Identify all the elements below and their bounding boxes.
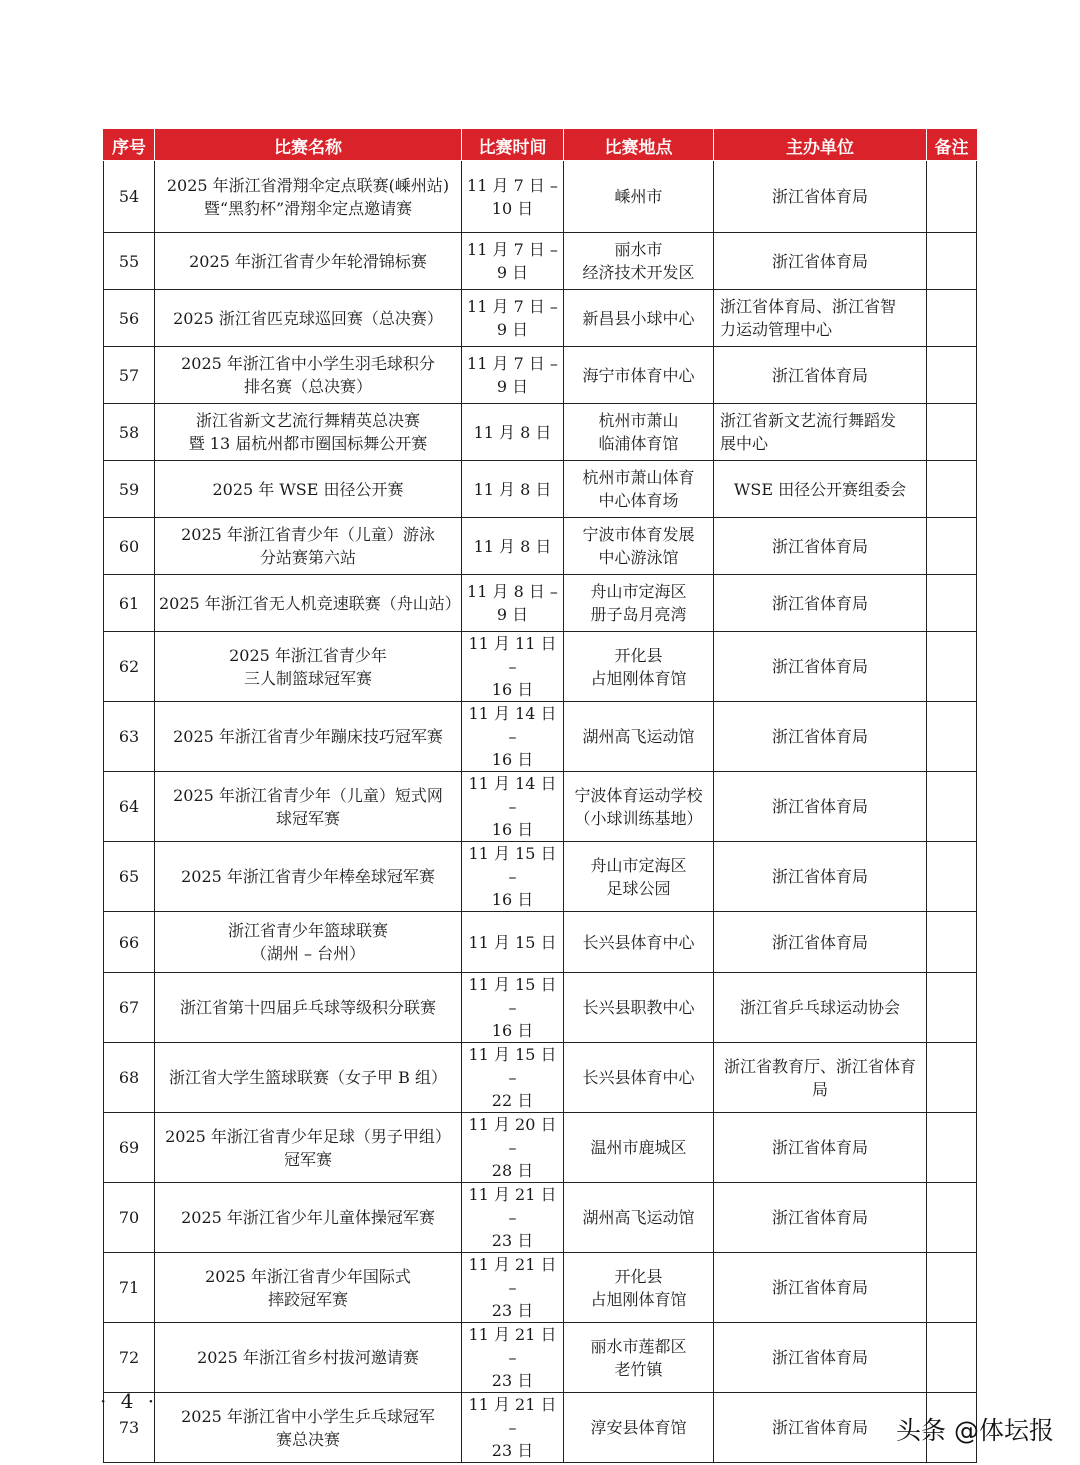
- cell-number: 69: [104, 1113, 155, 1183]
- cell-event-name: 2025 年浙江省中小学生羽毛球积分 排名赛（总决赛）: [155, 347, 462, 404]
- cell-event-place: 新昌县小球中心: [564, 290, 714, 347]
- cell-event-time: 11 月 7 日 – 9 日: [462, 233, 564, 290]
- cell-event-place: 宁波体育运动学校 （小球训练基地）: [564, 772, 714, 842]
- cell-event-name: 浙江省青少年篮球联赛 （湖州 – 台州）: [155, 912, 462, 973]
- table-row: [104, 233, 977, 290]
- cell-event-time: 11 月 21 日 – 23 日: [462, 1393, 564, 1463]
- cell-event-time: 11 月 20 日 – 28 日: [462, 1113, 564, 1183]
- cell-organizer: WSE 田径公开赛组委会: [714, 461, 927, 518]
- table-row: [104, 912, 977, 973]
- cell-organizer: 浙江省体育局: [714, 1323, 927, 1393]
- cell-event-time: 11 月 15 日 – 22 日: [462, 1043, 564, 1113]
- cell-event-time: 11 月 8 日: [462, 461, 564, 518]
- cell-remarks: [927, 290, 977, 347]
- cell-number: 63: [104, 702, 155, 772]
- header-event-name: 比赛名称: [155, 130, 462, 161]
- cell-event-name: 2025 年浙江省青少年蹦床技巧冠军赛: [155, 702, 462, 772]
- cell-number: 71: [104, 1253, 155, 1323]
- cell-number: 66: [104, 912, 155, 973]
- header-number: 序号: [104, 130, 155, 161]
- page-number: · 4 ·: [100, 1389, 159, 1413]
- cell-event-time: 11 月 8 日: [462, 518, 564, 575]
- cell-remarks: [927, 575, 977, 632]
- cell-event-time: 11 月 21 日 – 23 日: [462, 1183, 564, 1253]
- cell-remarks: [927, 1113, 977, 1183]
- cell-event-time: 11 月 14 日 – 16 日: [462, 772, 564, 842]
- table-row: [104, 575, 977, 632]
- cell-organizer: 浙江省教育厅、浙江省体育局: [714, 1043, 927, 1113]
- cell-organizer: 浙江省体育局: [714, 632, 927, 702]
- cell-organizer: 浙江省体育局: [714, 1183, 927, 1253]
- cell-organizer: 浙江省体育局: [714, 233, 927, 290]
- cell-event-name: 2025 年 WSE 田径公开赛: [155, 461, 462, 518]
- cell-remarks: [927, 1323, 977, 1393]
- table-row: [104, 461, 977, 518]
- cell-organizer: 浙江省新文艺流行舞蹈发 展中心: [714, 404, 927, 461]
- cell-event-place: 丽水市 经济技术开发区: [564, 233, 714, 290]
- cell-event-time: 11 月 8 日: [462, 404, 564, 461]
- cell-event-time: 11 月 21 日 – 23 日: [462, 1323, 564, 1393]
- cell-event-name: 2025 年浙江省青少年轮滑锦标赛: [155, 233, 462, 290]
- cell-event-place: 海宁市体育中心: [564, 347, 714, 404]
- header-remarks: 备注: [927, 130, 977, 161]
- cell-remarks: [927, 1253, 977, 1323]
- cell-number: 61: [104, 575, 155, 632]
- cell-event-place: 湖州高飞运动馆: [564, 1183, 714, 1253]
- cell-event-time: 11 月 8 日 – 9 日: [462, 575, 564, 632]
- cell-number: 58: [104, 404, 155, 461]
- table-row: [104, 1253, 977, 1323]
- cell-number: 73: [104, 1393, 155, 1463]
- table-row: [104, 842, 977, 912]
- cell-event-place: 长兴县职教中心: [564, 973, 714, 1043]
- cell-event-place: 长兴县体育中心: [564, 912, 714, 973]
- cell-event-name: 2025 年浙江省青少年（儿童）短式网 球冠军赛: [155, 772, 462, 842]
- cell-remarks: [927, 912, 977, 973]
- header-event-place: 比赛地点: [564, 130, 714, 161]
- cell-remarks: [927, 772, 977, 842]
- cell-event-time: 11 月 11 日 – 16 日: [462, 632, 564, 702]
- table-row: [104, 290, 977, 347]
- cell-number: 65: [104, 842, 155, 912]
- table-row: [104, 973, 977, 1043]
- cell-remarks: [927, 347, 977, 404]
- cell-event-time: 11 月 21 日 – 23 日: [462, 1253, 564, 1323]
- cell-event-place: 杭州市萧山 临浦体育馆: [564, 404, 714, 461]
- schedule-table: [103, 129, 977, 1463]
- cell-remarks: [927, 518, 977, 575]
- cell-organizer: 浙江省体育局: [714, 575, 927, 632]
- cell-event-place: 宁波市体育发展 中心游泳馆: [564, 518, 714, 575]
- cell-number: 67: [104, 973, 155, 1043]
- table-row: [104, 518, 977, 575]
- header-event-time: 比赛时间: [462, 130, 564, 161]
- table-row: [104, 161, 977, 233]
- cell-event-place: 舟山市定海区 册子岛月亮湾: [564, 575, 714, 632]
- cell-number: 68: [104, 1043, 155, 1113]
- cell-organizer: 浙江省体育局: [714, 912, 927, 973]
- cell-event-time: 11 月 7 日 – 10 日: [462, 161, 564, 233]
- cell-number: 55: [104, 233, 155, 290]
- table-row: [104, 1323, 977, 1393]
- cell-remarks: [927, 1183, 977, 1253]
- cell-remarks: [927, 404, 977, 461]
- cell-number: 54: [104, 161, 155, 233]
- table-row: [104, 632, 977, 702]
- cell-organizer: 浙江省体育局、浙江省智 力运动管理中心: [714, 290, 927, 347]
- cell-remarks: [927, 973, 977, 1043]
- cell-event-time: 11 月 15 日 – 16 日: [462, 973, 564, 1043]
- cell-remarks: [927, 842, 977, 912]
- cell-organizer: 浙江省体育局: [714, 347, 927, 404]
- cell-event-name: 2025 浙江省匹克球巡回赛（总决赛）: [155, 290, 462, 347]
- cell-organizer: 浙江省体育局: [714, 1253, 927, 1323]
- cell-event-place: 淳安县体育馆: [564, 1393, 714, 1463]
- cell-event-place: 开化县 占旭刚体育馆: [564, 632, 714, 702]
- cell-event-name: 2025 年浙江省青少年（儿童）游泳 分站赛第六站: [155, 518, 462, 575]
- table-row: [104, 772, 977, 842]
- cell-number: 59: [104, 461, 155, 518]
- table-row: [104, 404, 977, 461]
- table-row: [104, 1113, 977, 1183]
- cell-event-name: 2025 年浙江省青少年国际式 摔跤冠军赛: [155, 1253, 462, 1323]
- watermark: 头条 @体坛报: [896, 1416, 1054, 1445]
- cell-event-name: 浙江省第十四届乒乓球等级积分联赛: [155, 973, 462, 1043]
- cell-number: 72: [104, 1323, 155, 1393]
- cell-organizer: 浙江省体育局: [714, 702, 927, 772]
- cell-event-place: 丽水市莲都区 老竹镇: [564, 1323, 714, 1393]
- table-header-row: [104, 130, 977, 161]
- cell-number: 57: [104, 347, 155, 404]
- cell-number: 64: [104, 772, 155, 842]
- cell-organizer: 浙江省体育局: [714, 518, 927, 575]
- cell-event-place: 嵊州市: [564, 161, 714, 233]
- cell-event-name: 2025 年浙江省少年儿童体操冠军赛: [155, 1183, 462, 1253]
- cell-remarks: [927, 632, 977, 702]
- cell-organizer: 浙江省体育局: [714, 1113, 927, 1183]
- cell-event-place: 湖州高飞运动馆: [564, 702, 714, 772]
- cell-event-name: 2025 年浙江省乡村拔河邀请赛: [155, 1323, 462, 1393]
- cell-number: 60: [104, 518, 155, 575]
- cell-event-time: 11 月 7 日 – 9 日: [462, 290, 564, 347]
- cell-event-time: 11 月 15 日 – 16 日: [462, 842, 564, 912]
- cell-event-name: 2025 年浙江省滑翔伞定点联赛(嵊州站) 暨“黑豹杯”滑翔伞定点邀请赛: [155, 161, 462, 233]
- cell-event-name: 2025 年浙江省中小学生乒乓球冠军 赛总决赛: [155, 1393, 462, 1463]
- cell-organizer: 浙江省体育局: [714, 772, 927, 842]
- cell-event-name: 2025 年浙江省青少年 三人制篮球冠军赛: [155, 632, 462, 702]
- table-row: [104, 702, 977, 772]
- cell-event-name: 2025 年浙江省青少年足球（男子甲组） 冠军赛: [155, 1113, 462, 1183]
- cell-remarks: [927, 161, 977, 233]
- cell-organizer: 浙江省体育局: [714, 1393, 927, 1463]
- cell-organizer: 浙江省乒乓球运动协会: [714, 973, 927, 1043]
- cell-event-time: 11 月 14 日 – 16 日: [462, 702, 564, 772]
- cell-remarks: [927, 1043, 977, 1113]
- cell-event-time: 11 月 15 日: [462, 912, 564, 973]
- table-row: [104, 1183, 977, 1253]
- cell-number: 56: [104, 290, 155, 347]
- cell-event-place: 长兴县体育中心: [564, 1043, 714, 1113]
- table-row: [104, 1043, 977, 1113]
- cell-event-time: 11 月 7 日 – 9 日: [462, 347, 564, 404]
- cell-remarks: [927, 233, 977, 290]
- cell-event-place: 温州市鹿城区: [564, 1113, 714, 1183]
- cell-event-place: 舟山市定海区 足球公园: [564, 842, 714, 912]
- cell-remarks: [927, 461, 977, 518]
- cell-event-place: 杭州市萧山体育 中心体育场: [564, 461, 714, 518]
- cell-number: 62: [104, 632, 155, 702]
- cell-event-name: 浙江省新文艺流行舞精英总决赛 暨 13 届杭州都市圈国标舞公开赛: [155, 404, 462, 461]
- cell-remarks: [927, 702, 977, 772]
- table-body: [104, 161, 977, 1463]
- cell-organizer: 浙江省体育局: [714, 161, 927, 233]
- cell-organizer: 浙江省体育局: [714, 842, 927, 912]
- cell-event-name: 浙江省大学生篮球联赛（女子甲 B 组）: [155, 1043, 462, 1113]
- table-row: [104, 1393, 977, 1463]
- header-organizer: 主办单位: [714, 130, 927, 161]
- table-row: [104, 347, 977, 404]
- cell-event-place: 开化县 占旭刚体育馆: [564, 1253, 714, 1323]
- cell-number: 70: [104, 1183, 155, 1253]
- cell-event-name: 2025 年浙江省青少年棒垒球冠军赛: [155, 842, 462, 912]
- cell-event-name: 2025 年浙江省无人机竞速联赛（舟山站）: [155, 575, 462, 632]
